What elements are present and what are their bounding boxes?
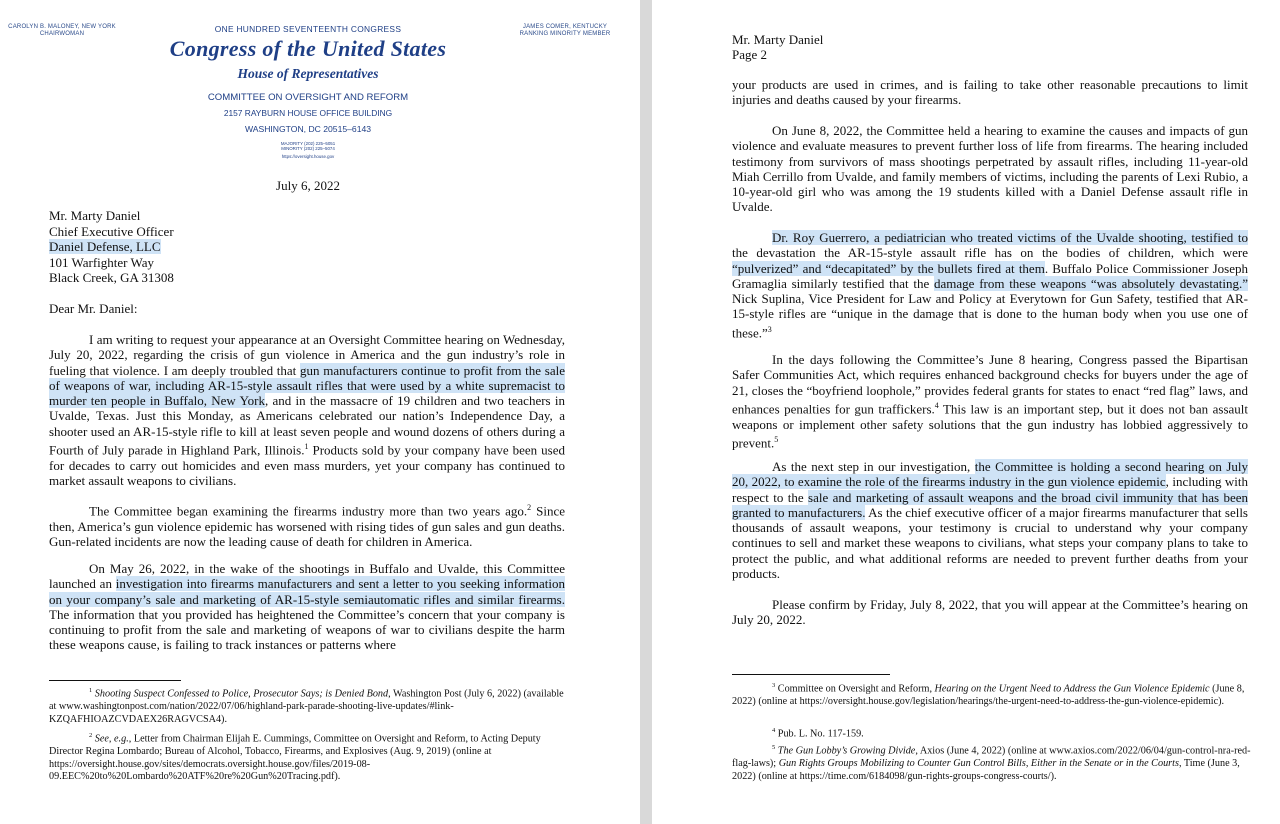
ranking-name: JAMES COMER, KENTUCKY <box>522 24 608 30</box>
footnote-3-text-a: Committee on Oversight and Reform, <box>775 683 935 695</box>
footnote-ref-2[interactable]: 2 <box>527 503 532 512</box>
p1-text: On June 8, 2022, the Committee held a hearing to examine the causes and impacts of gun violence and evaluate measures to prevent further loss of life from firearms. The hearing included testimony from survivors of mass shootings perpetrated by assault rifles, including 11-year-old Miah Cerrillo from Uvalde, and family members of victims, including the parents of Lexi Rubio, a 10-year-old girl who was among the 19 students killed with a Daniel Defense assault rifle in Uvalde. <box>732 123 1248 215</box>
p2-text-b: Since then, America’s gun violence epidemic has worsened with rising tides of gun sales and gun deaths. Gun-related incidents are now the leading cause of death for children in America. <box>49 503 565 549</box>
committee-city: WASHINGTON, DC 20515–6143 <box>244 124 372 134</box>
p1-text-c: Products sold by your company have been used for decades to carry out homicides and even mass murders, yet your company has continued to market assault weapons to civilians. <box>49 442 566 488</box>
addressee-title: Chief Executive Officer <box>49 223 174 239</box>
address-block <box>49 208 349 286</box>
p4-text-c: As the chief executive officer of a major firearms manufacturer that sells thousands of assault weapons, your testimony is crucial to understand why your company continues to sell and market these weapons to civilians, what steps your company plans to take to protect the public, and what additional reforms are needed to prevent further deaths from your products. <box>732 504 1248 582</box>
footnote-1-number: 1 <box>89 687 93 694</box>
p0-text: your products are used in crimes, and is failing to take other reasonable precautions to limit injuries and deaths caused by your firearms. <box>732 77 1248 108</box>
phone-block <box>150 141 466 160</box>
footnote-ref-5[interactable]: 5 <box>774 434 779 444</box>
p4-text-a: As the next step in our investigation, <box>772 459 975 474</box>
footnote-ref-3[interactable]: 3 <box>767 324 772 334</box>
p2-text-a: The Committee began examining the firearms industry more than two years ago. <box>89 503 528 519</box>
footnote-2-number: 2 <box>89 732 93 739</box>
page2-paragraph-0 <box>732 77 1248 108</box>
footnote-5-number: 5 <box>772 744 776 751</box>
p4-text-b: , including with respect to the <box>732 474 1248 505</box>
letter-date: July 6, 2022 <box>276 178 340 193</box>
website: https://oversight.house.gov <box>281 154 335 160</box>
salutation: Dear Mr. Daniel: <box>49 301 138 316</box>
footnote-2-see: See, e.g. <box>94 733 129 745</box>
footnote-5-title-2: Gun Rights Groups Mobilizing to Counter Gun Control Bills, Either in the Senate or in the Courts <box>778 757 1179 769</box>
footnote-1-text: , Washington Post (July 6, 2022) (available at www.washingtonpost.com/nation/2022/07/06/highland-park-parade-shooting-live-updates/#link-KZQAFHIOAZCVDAEX26RAGVCSA4). <box>49 688 564 725</box>
body-paragraph-3 <box>49 561 565 653</box>
footnote-2 <box>49 730 569 784</box>
majority-phone: MAJORITY (202) 225–5051 <box>280 141 336 146</box>
ranking-title: RANKING MINORITY MEMBER <box>519 31 611 37</box>
footnote-3 <box>732 680 1252 709</box>
footnote-5-title-1: The Gun Lobby’s Growing Divide <box>777 745 916 757</box>
page2-footnote-rule <box>732 674 890 675</box>
p3-text-a: In the days following the Committee’s June 8 hearing, Congress passed the Bipartisan Safer Communities Act, which requires enhanced background checks for buyers under the age of 21, closes the “boyfriend loophole,” provides federal grants for states to enact “red flag” laws, and enhances penalties for gun traffickers. <box>732 352 1248 417</box>
congress-title: Congress of the United States <box>169 36 447 61</box>
page2-paragraph-3 <box>732 352 1248 450</box>
footnote-4 <box>732 725 1252 741</box>
footnote-4-number: 4 <box>772 727 776 734</box>
p3-text-b: The information that you provided has heightened the Committee’s concern that your company is continuing to profit from the sale and marketing of weapons of war to civilians despite the harm these weapons cause, is failing to track instances or patterns where <box>49 606 565 653</box>
p2-highlight-3: damage from these weapons “was absolutely devastating.” <box>934 275 1248 291</box>
addressee-city: Black Creek, GA 31308 <box>49 270 174 286</box>
p2-highlight-1: Dr. Roy Guerrero, a pediatrician who treated victims of the Uvalde shooting, testified to <box>772 230 1248 245</box>
congress-number: ONE HUNDRED SEVENTEENTH CONGRESS <box>214 24 402 34</box>
footnote-ref-1[interactable]: 1 <box>304 442 309 452</box>
footnote-5 <box>732 742 1252 783</box>
chair-block <box>4 24 120 38</box>
chair-name: CAROLYN B. MALONEY, NEW YORK <box>8 24 116 30</box>
chair-title: CHAIRWOMAN <box>39 31 85 37</box>
p3-text-b: This law is an important step, but it does not ban assault weapons or implement other safety solutions that the gun industry has lobbied aggressively to prevent. <box>732 401 1248 451</box>
page2-paragraph-2 <box>732 230 1248 340</box>
page2-header-page: Page 2 <box>732 47 768 63</box>
p1-highlight: gun manufacturers continue to profit from the sale of weapons of war, including AR-15-style assault rifles that were used by a white supremacist to murder ten people in Buffalo, New York <box>49 362 565 409</box>
addressee-company: Daniel Defense, LLC <box>49 239 161 255</box>
page2-paragraph-1 <box>732 123 1248 215</box>
footnote-1 <box>49 685 569 726</box>
page2-header <box>732 32 823 63</box>
p2-text-a: the devastation the AR-15-style assault rifle has on the bodies of children, which were <box>732 245 1248 261</box>
footnote-3-number: 3 <box>772 682 776 689</box>
footnote-1-title: Shooting Suspect Confessed to Police, Prosecutor Says; is Denied Bond <box>94 688 389 700</box>
house-title: House of Representatives <box>237 66 379 81</box>
body-paragraph-1 <box>49 332 565 488</box>
footnote-4-text: Pub. L. No. 117-159. <box>775 728 864 740</box>
page2-paragraph-4 <box>732 459 1248 581</box>
footnote-5-text-b: , Time (June 3, 2022) (online at https://time.com/6184098/gun-rights-groups-congress-courts/). <box>732 757 1240 782</box>
p2-text-b: . Buffalo Police Commissioner Joseph Gramaglia similarly testified that the <box>732 260 1248 291</box>
committee-building: 2157 RAYBURN HOUSE OFFICE BUILDING <box>223 108 393 118</box>
addressee-name: Mr. Marty Daniel <box>49 208 141 223</box>
footnote-rule <box>49 680 181 681</box>
body-paragraph-2 <box>49 500 565 549</box>
footnote-3-title: Hearing on the Urgent Need to Address the Gun Violence Epidemic <box>934 683 1210 695</box>
p2-text-c: Nick Suplina, Vice President for Law and Policy at Everytown for Gun Safety, testified that AR-15-style rifles are “unique in the damage that is done to the human body when you use one of these.” <box>732 291 1248 341</box>
p3-text-a: On May 26, 2022, in the wake of the shootings in Buffalo and Uvalde, this Committee launched an <box>49 561 565 592</box>
letter-page-2 <box>652 0 1280 824</box>
p3-highlight: investigation into firearms manufacturers and sent a letter to you seeking information on your company’s sale and marketing of AR-15-style semiautomatic rifles and similar firearms. <box>49 576 565 607</box>
p4-highlight-1: the Committee is holding a second hearing on July 20, 2022, to examine the role of the firearms industry in the gun violence epidemic <box>732 459 1248 490</box>
page2-paragraph-5 <box>732 597 1248 628</box>
p5-text: Please confirm by Friday, July 8, 2022, that you will appear at the Committee’s hearing on July 20, 2022. <box>732 597 1248 628</box>
p4-highlight-2: sale and marketing of assault weapons and the broad civil immunity that has been granted to manufacturers. <box>732 489 1248 520</box>
addressee-street: 101 Warfighter Way <box>49 254 155 270</box>
committee-name: COMMITTEE ON OVERSIGHT AND REFORM <box>207 92 409 103</box>
footnote-2-text: , Letter from Chairman Elijah E. Cummings, Committee on Oversight and Reform, to Acting Deputy Director Regina Lombardo; Bureau of Alcohol, Tobacco, Firearms, and Explosives (Aug. 9, 2019) (online at https://oversight.house.gov/sites/democrats.oversight.house.gov/files/2019-08-09.EEC%20to%20Lombardo%20ATF%20re%20Gun%20Tracing.pdf). <box>49 733 541 783</box>
p1-text-a: I am writing to request your appearance at an Oversight Committee hearing on Wednesday, July 20, 2022, regarding the crisis of gun violence in America and the gun industry’s role in fueling that violence. I am deeply troubled that <box>49 332 565 378</box>
footnote-3-text-b: (June 8, 2022) (online at https://oversight.house.gov/legislation/hearings/the-urgent-need-to-address-the-gun-violence-epidemic). <box>732 683 1245 707</box>
ranking-block <box>510 24 620 38</box>
footnote-5-text-a: , Axios (June 4, 2022) (online at www.axios.com/2022/06/04/gun-control-nra-red-flag-laws); <box>732 745 1251 769</box>
p2-highlight-2: “pulverized” and “decapitated” by the bullets fired at them <box>732 260 1045 276</box>
page2-header-name: Mr. Marty Daniel <box>732 32 824 47</box>
minority-phone: MINORITY (202) 225–5074 <box>281 146 335 152</box>
p1-text-b: , and in the massacre of 19 children and two teachers in Uvalde, Texas. Just this Monday, as Americans celebrated our nation’s Independence Day, a shooter used an AR-15-style rifle to kill at least seven people and wound dozens of others during a Fourth of July parade in Highland Park, Illinois. <box>49 393 565 458</box>
footnote-ref-4[interactable]: 4 <box>934 400 939 410</box>
